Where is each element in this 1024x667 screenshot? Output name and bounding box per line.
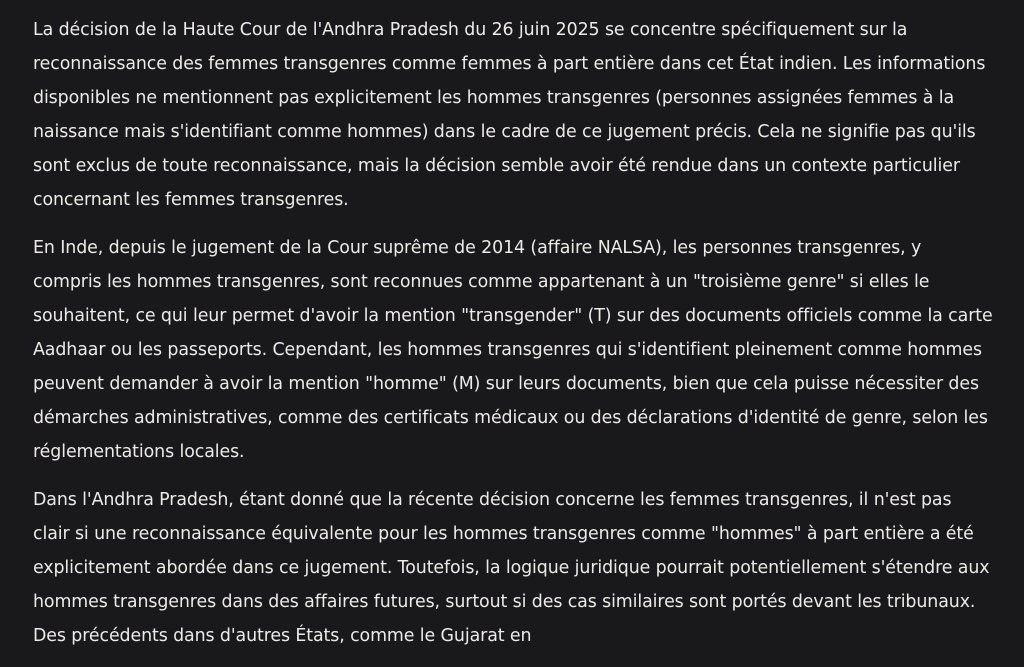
paragraph-1: La décision de la Haute Cour de l'Andhra Pradesh du 26 juin 2025 se concentre spécifiquement sur la reconnaissance des femmes transgenres comme femmes à part entière dans cet État indien. Les informations disponibles ne mentionnent pas explicitement les hommes transgenres (personnes assignées femmes à la naissance mais s'identifiant comme hommes) dans le cadre de ce jugement précis. Cela ne signifie pas qu'ils sont exclus de toute reconnaissance, mais la décision semble avoir été rendue dans un contexte particulier concernant les femmes transgenres. xyxy=(33,20,986,210)
paragraph-2: En Inde, depuis le jugement de la Cour suprême de 2014 (affaire NALSA), les personnes transgenres, y compris les hommes transgenres, sont reconnues comme appartenant à un "troisième genre" si elles le souhaitent, ce qui leur permet d'avoir la mention "transgender" (T) sur des documents officiels comme la carte Aadhaar ou les passeports. Cependant, les hommes transgenres qui s'identifient pleinement comme hommes peuvent demander à avoir la mention "homme" (M) sur leurs documents, bien que cela puisse nécessiter des démarches administratives, comme des certificats médicaux ou des déclarations d'identité de genre, selon les réglementations locales. xyxy=(33,238,993,462)
response-text xyxy=(33,13,993,667)
paragraph-3: Dans l'Andhra Pradesh, étant donné que la récente décision concerne les femmes transgenres, il n'est pas clair si une reconnaissance équivalente pour les hommes transgenres comme "hommes" à part entière a été explicitement abordée dans ce jugement. Toutefois, la logique juridique pourrait potentiellement s'étendre aux hommes transgenres dans des affaires futures, surtout si des cas similaires sont portés devant les tribunaux. Des précédents dans d'autres États, comme le Gujarat en xyxy=(33,490,990,646)
